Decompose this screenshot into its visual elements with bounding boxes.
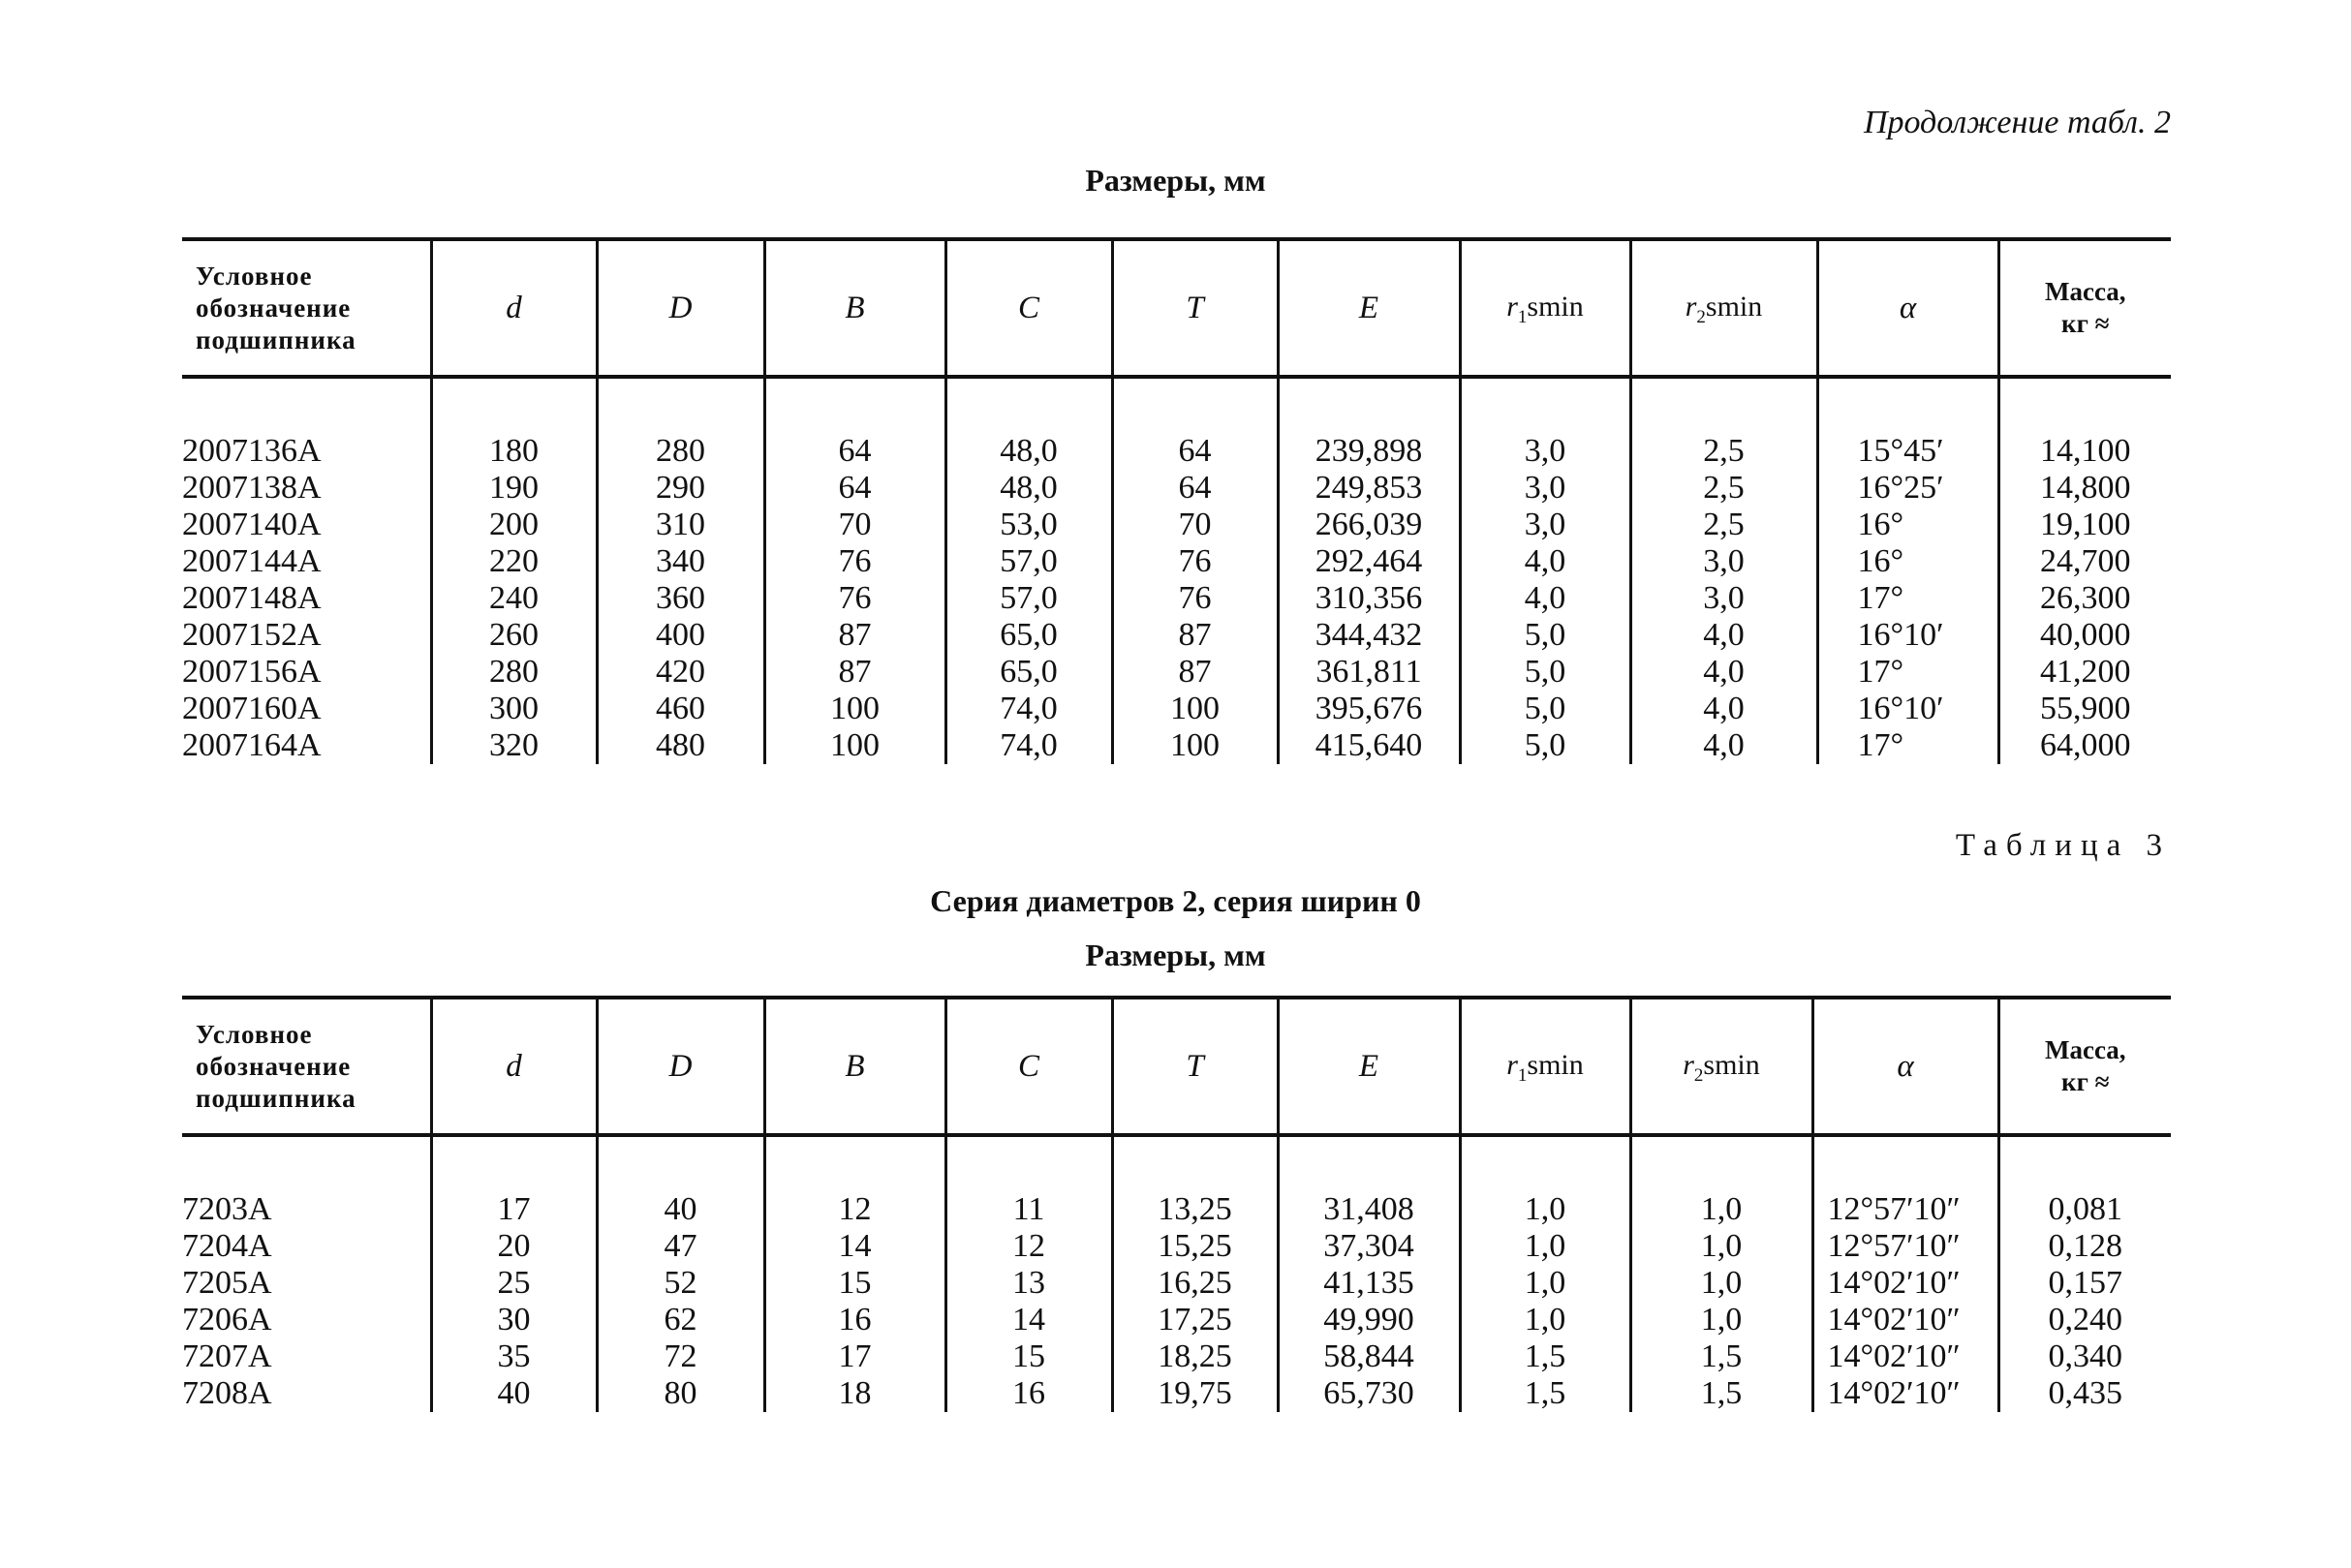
B-cell: 87 xyxy=(764,654,945,691)
mass-cell: 14,800 xyxy=(1998,470,2171,507)
table-row xyxy=(182,470,2171,507)
d-cell: 220 xyxy=(431,543,597,580)
designation-cell: 7207A xyxy=(182,1338,272,1374)
T-cell: 100 xyxy=(1112,727,1278,764)
D-cell: 460 xyxy=(597,691,764,727)
B-cell: 12 xyxy=(764,1191,945,1228)
T-cell: 13,25 xyxy=(1112,1191,1278,1228)
r1smin-cell: 3,0 xyxy=(1460,470,1630,507)
E-cell: 37,304 xyxy=(1278,1228,1460,1265)
spacer-cell xyxy=(1278,377,1460,433)
E-cell: 41,135 xyxy=(1278,1265,1460,1302)
table-row xyxy=(182,543,2171,580)
spacer-cell xyxy=(945,377,1112,433)
r2smin-cell: 3,0 xyxy=(1630,580,1817,617)
table-row xyxy=(182,507,2171,543)
table-row xyxy=(182,1375,2171,1412)
mass-cell: 0,128 xyxy=(1998,1228,2171,1265)
spacer-cell xyxy=(1812,1135,1998,1191)
d-cell: 260 xyxy=(431,617,597,654)
D-cell: 280 xyxy=(597,433,764,470)
designation-cell: 2007140A xyxy=(182,507,322,542)
mass-cell: 0,081 xyxy=(1998,1191,2171,1228)
T-cell: 76 xyxy=(1112,580,1278,617)
B-header: B xyxy=(764,998,945,1135)
C-header: C xyxy=(945,239,1112,377)
alpha-cell: 17° xyxy=(1817,727,1998,764)
D-header: D xyxy=(597,239,764,377)
alpha-header: α xyxy=(1817,239,1998,377)
T-cell: 76 xyxy=(1112,543,1278,580)
designation-cell: 2007144A xyxy=(182,543,322,579)
r1smin-cell: 1,5 xyxy=(1460,1375,1630,1412)
C-cell: 65,0 xyxy=(945,617,1112,654)
alpha-header: α xyxy=(1812,998,1998,1135)
alpha-cell: 16°25′ xyxy=(1817,470,1998,507)
r1smin-cell: 1,0 xyxy=(1460,1228,1630,1265)
B-cell: 76 xyxy=(764,543,945,580)
mass-cell: 0,240 xyxy=(1998,1302,2171,1338)
E-cell: 361,811 xyxy=(1278,654,1460,691)
C-cell: 16 xyxy=(945,1375,1112,1412)
header-spacer-row xyxy=(182,1135,2171,1191)
mass-cell: 64,000 xyxy=(1998,727,2171,764)
spacer-cell xyxy=(764,1135,945,1191)
alpha-cell: 12°57′10″ xyxy=(1812,1191,1998,1228)
r1smin-cell: 1,0 xyxy=(1460,1191,1630,1228)
alpha-cell: 17° xyxy=(1817,654,1998,691)
r2smin-cell: 2,5 xyxy=(1630,507,1817,543)
C-cell: 57,0 xyxy=(945,580,1112,617)
table-row xyxy=(182,1228,2171,1265)
T-cell: 15,25 xyxy=(1112,1228,1278,1265)
alpha-cell: 16°10′ xyxy=(1817,691,1998,727)
alpha-cell: 17° xyxy=(1817,580,1998,617)
C-cell: 12 xyxy=(945,1228,1112,1265)
designation-cell: 7206A xyxy=(182,1302,272,1337)
C-cell: 65,0 xyxy=(945,654,1112,691)
D-cell: 400 xyxy=(597,617,764,654)
spacer-cell xyxy=(1817,377,1998,433)
d-header: d xyxy=(431,239,597,377)
r2smin-cell: 3,0 xyxy=(1630,543,1817,580)
spacer-cell xyxy=(1998,1135,2171,1191)
r2smin-cell: 1,0 xyxy=(1630,1265,1812,1302)
alpha-cell: 16° xyxy=(1817,543,1998,580)
C-header: C xyxy=(945,998,1112,1135)
E-cell: 266,039 xyxy=(1278,507,1460,543)
r1smin-header: $r_1smin$ xyxy=(1460,239,1630,377)
r1smin-cell: 5,0 xyxy=(1460,617,1630,654)
E-cell: 310,356 xyxy=(1278,580,1460,617)
T-cell: 100 xyxy=(1112,691,1278,727)
table-2 xyxy=(182,237,2171,764)
r1smin-header: $r_1smin$ xyxy=(1460,998,1630,1135)
E-cell: 292,464 xyxy=(1278,543,1460,580)
D-cell: 40 xyxy=(597,1191,764,1228)
table-row xyxy=(182,1302,2171,1338)
mass-cell: 14,100 xyxy=(1998,433,2171,470)
alpha-cell: 16° xyxy=(1817,507,1998,543)
spacer-cell xyxy=(1460,377,1630,433)
spacer-cell xyxy=(1278,1135,1460,1191)
C-cell: 53,0 xyxy=(945,507,1112,543)
alpha-cell: 12°57′10″ xyxy=(1812,1228,1998,1265)
D-cell: 340 xyxy=(597,543,764,580)
B-cell: 76 xyxy=(764,580,945,617)
E-cell: 395,676 xyxy=(1278,691,1460,727)
D-cell: 72 xyxy=(597,1338,764,1375)
E-header: E xyxy=(1278,998,1460,1135)
r1smin-cell: 4,0 xyxy=(1460,580,1630,617)
table3-series-caption: Серия диаметров 2, серия ширин 0 xyxy=(930,883,1421,918)
E-cell: 415,640 xyxy=(1278,727,1460,764)
D-header: D xyxy=(597,998,764,1135)
spacer-cell xyxy=(1112,377,1278,433)
r1smin-cell: 5,0 xyxy=(1460,727,1630,764)
C-cell: 11 xyxy=(945,1191,1112,1228)
table3-units-caption: Размеры, мм xyxy=(1085,938,1266,972)
B-cell: 100 xyxy=(764,691,945,727)
r1smin-cell: 3,0 xyxy=(1460,433,1630,470)
T-header: T xyxy=(1112,998,1278,1135)
E-cell: 58,844 xyxy=(1278,1338,1460,1375)
alpha-cell: 14°02′10″ xyxy=(1812,1375,1998,1412)
designation-header: Условное обозначение подшипника xyxy=(196,261,356,354)
table2-header-row xyxy=(182,239,2171,377)
table-row xyxy=(182,1191,2171,1228)
d-header: d xyxy=(431,998,597,1135)
d-cell: 300 xyxy=(431,691,597,727)
r2smin-cell: 4,0 xyxy=(1630,691,1817,727)
T-cell: 70 xyxy=(1112,507,1278,543)
header-spacer-row xyxy=(182,377,2171,433)
mass-cell: 0,157 xyxy=(1998,1265,2171,1302)
r2smin-cell: 4,0 xyxy=(1630,654,1817,691)
designation-cell: 2007156A xyxy=(182,654,322,690)
mass-cell: 0,340 xyxy=(1998,1338,2171,1375)
designation-cell: 7205A xyxy=(182,1265,272,1301)
C-cell: 74,0 xyxy=(945,727,1112,764)
r2smin-cell: 1,5 xyxy=(1630,1375,1812,1412)
B-cell: 18 xyxy=(764,1375,945,1412)
r2smin-cell: 1,0 xyxy=(1630,1191,1812,1228)
E-cell: 31,408 xyxy=(1278,1191,1460,1228)
C-cell: 48,0 xyxy=(945,433,1112,470)
spacer-cell xyxy=(431,1135,597,1191)
mass-cell: 40,000 xyxy=(1998,617,2171,654)
table-row xyxy=(182,691,2171,727)
D-cell: 420 xyxy=(597,654,764,691)
E-cell: 65,730 xyxy=(1278,1375,1460,1412)
spacer-cell xyxy=(597,1135,764,1191)
r2smin-cell: 2,5 xyxy=(1630,433,1817,470)
d-cell: 30 xyxy=(431,1302,597,1338)
E-cell: 239,898 xyxy=(1278,433,1460,470)
spacer-cell xyxy=(1630,377,1817,433)
spacer-cell xyxy=(1460,1135,1630,1191)
spacer-cell xyxy=(431,377,597,433)
table-row xyxy=(182,433,2171,470)
d-cell: 240 xyxy=(431,580,597,617)
d-cell: 180 xyxy=(431,433,597,470)
mass-header: Масса, кг ≈ xyxy=(1998,239,2171,377)
table-row xyxy=(182,1338,2171,1375)
D-cell: 52 xyxy=(597,1265,764,1302)
designation-cell: 2007138A xyxy=(182,470,322,506)
spacer-cell xyxy=(1112,1135,1278,1191)
spacer-cell xyxy=(764,377,945,433)
mass-cell: 19,100 xyxy=(1998,507,2171,543)
d-cell: 190 xyxy=(431,470,597,507)
r1smin-cell: 1,0 xyxy=(1460,1265,1630,1302)
r2smin-cell: 1,0 xyxy=(1630,1228,1812,1265)
d-cell: 320 xyxy=(431,727,597,764)
r1smin-cell: 4,0 xyxy=(1460,543,1630,580)
designation-cell: 7208A xyxy=(182,1375,272,1411)
table2-units-caption: Размеры, мм xyxy=(1085,163,1266,198)
designation-cell: 2007152A xyxy=(182,617,322,653)
C-cell: 48,0 xyxy=(945,470,1112,507)
r1smin-cell: 5,0 xyxy=(1460,654,1630,691)
D-cell: 360 xyxy=(597,580,764,617)
T-header: T xyxy=(1112,239,1278,377)
C-cell: 14 xyxy=(945,1302,1112,1338)
table-row xyxy=(182,580,2171,617)
C-cell: 57,0 xyxy=(945,543,1112,580)
d-cell: 200 xyxy=(431,507,597,543)
d-cell: 17 xyxy=(431,1191,597,1228)
B-header: B xyxy=(764,239,945,377)
T-cell: 87 xyxy=(1112,617,1278,654)
d-cell: 25 xyxy=(431,1265,597,1302)
alpha-cell: 16°10′ xyxy=(1817,617,1998,654)
r1smin-cell: 3,0 xyxy=(1460,507,1630,543)
D-cell: 80 xyxy=(597,1375,764,1412)
designation-cell: 7204A xyxy=(182,1228,272,1264)
mass-cell: 55,900 xyxy=(1998,691,2171,727)
r2smin-cell: 1,5 xyxy=(1630,1338,1812,1375)
r2smin-cell: 2,5 xyxy=(1630,470,1817,507)
C-cell: 13 xyxy=(945,1265,1112,1302)
r2smin-cell: 4,0 xyxy=(1630,617,1817,654)
D-cell: 62 xyxy=(597,1302,764,1338)
C-cell: 15 xyxy=(945,1338,1112,1375)
spacer-cell xyxy=(945,1135,1112,1191)
B-cell: 70 xyxy=(764,507,945,543)
B-cell: 14 xyxy=(764,1228,945,1265)
alpha-cell: 14°02′10″ xyxy=(1812,1338,1998,1375)
E-cell: 344,432 xyxy=(1278,617,1460,654)
designation-cell: 2007164A xyxy=(182,727,322,763)
alpha-cell: 15°45′ xyxy=(1817,433,1998,470)
table-row xyxy=(182,654,2171,691)
r2smin-cell: 1,0 xyxy=(1630,1302,1812,1338)
r2smin-cell: 4,0 xyxy=(1630,727,1817,764)
T-cell: 16,25 xyxy=(1112,1265,1278,1302)
mass-header: Масса, кг ≈ xyxy=(1998,998,2171,1135)
table-3 xyxy=(182,996,2171,1412)
d-cell: 40 xyxy=(431,1375,597,1412)
D-cell: 480 xyxy=(597,727,764,764)
designation-header: Условное обозначение подшипника xyxy=(196,1019,356,1113)
T-cell: 17,25 xyxy=(1112,1302,1278,1338)
r2smin-header: $r_2smin$ xyxy=(1630,998,1812,1135)
table3-header-row xyxy=(182,998,2171,1135)
table-row xyxy=(182,617,2171,654)
spacer-cell xyxy=(1630,1135,1812,1191)
r2smin-header: $r_2smin$ xyxy=(1630,239,1817,377)
spacer-cell xyxy=(597,377,764,433)
T-cell: 87 xyxy=(1112,654,1278,691)
spacer-cell xyxy=(182,1135,431,1191)
mass-cell: 26,300 xyxy=(1998,580,2171,617)
D-cell: 310 xyxy=(597,507,764,543)
D-cell: 290 xyxy=(597,470,764,507)
continuation-label: Продолжение табл. 2 xyxy=(1863,105,2171,140)
B-cell: 64 xyxy=(764,470,945,507)
table-row xyxy=(182,727,2171,764)
alpha-cell: 14°02′10″ xyxy=(1812,1302,1998,1338)
B-cell: 16 xyxy=(764,1302,945,1338)
spacer-cell xyxy=(182,377,431,433)
designation-cell: 2007148A xyxy=(182,580,322,616)
mass-cell: 0,435 xyxy=(1998,1375,2171,1412)
d-cell: 35 xyxy=(431,1338,597,1375)
D-cell: 47 xyxy=(597,1228,764,1265)
table3-label: Таблица 3 xyxy=(1955,828,2171,863)
r1smin-cell: 1,0 xyxy=(1460,1302,1630,1338)
d-cell: 280 xyxy=(431,654,597,691)
designation-cell: 7203A xyxy=(182,1191,272,1227)
designation-cell: 2007136A xyxy=(182,433,322,469)
B-cell: 17 xyxy=(764,1338,945,1375)
mass-cell: 24,700 xyxy=(1998,543,2171,580)
r1smin-cell: 5,0 xyxy=(1460,691,1630,727)
E-header: E xyxy=(1278,239,1460,377)
T-cell: 18,25 xyxy=(1112,1338,1278,1375)
B-cell: 87 xyxy=(764,617,945,654)
E-cell: 249,853 xyxy=(1278,470,1460,507)
table-row xyxy=(182,1265,2171,1302)
B-cell: 64 xyxy=(764,433,945,470)
B-cell: 15 xyxy=(764,1265,945,1302)
mass-cell: 41,200 xyxy=(1998,654,2171,691)
B-cell: 100 xyxy=(764,727,945,764)
T-cell: 64 xyxy=(1112,433,1278,470)
spacer-cell xyxy=(1998,377,2171,433)
designation-cell: 2007160A xyxy=(182,691,322,726)
E-cell: 49,990 xyxy=(1278,1302,1460,1338)
T-cell: 19,75 xyxy=(1112,1375,1278,1412)
C-cell: 74,0 xyxy=(945,691,1112,727)
r1smin-cell: 1,5 xyxy=(1460,1338,1630,1375)
d-cell: 20 xyxy=(431,1228,597,1265)
alpha-cell: 14°02′10″ xyxy=(1812,1265,1998,1302)
T-cell: 64 xyxy=(1112,470,1278,507)
